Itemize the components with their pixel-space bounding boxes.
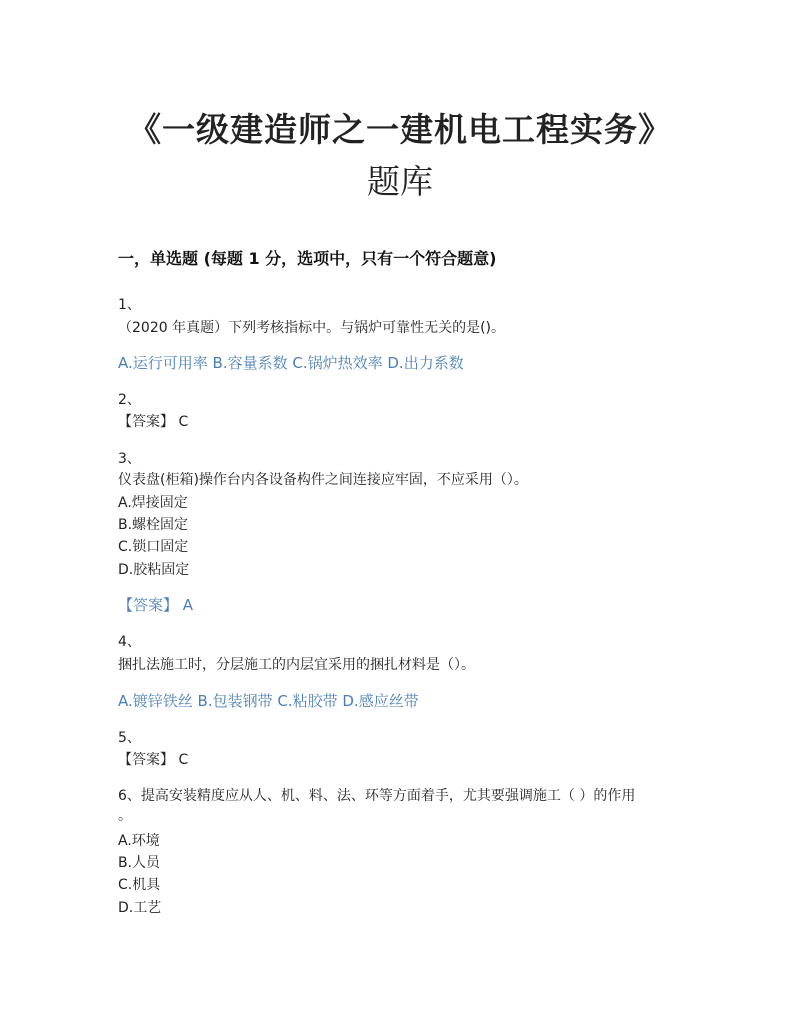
option-a: A.环境 — [118, 833, 160, 849]
option-d: D.工艺 — [118, 900, 162, 916]
question-stem: 捆扎法施工时，分层施工的内层宜采用的捆扎材料是（）。 — [118, 657, 475, 673]
question-number: 2、 — [118, 392, 141, 408]
option-b: B.人员 — [118, 855, 161, 871]
option-c: C.锁口固定 — [118, 539, 189, 555]
option-c: C.机具 — [118, 877, 161, 893]
answer-line: 【答案】 C — [118, 752, 189, 768]
question-stem-continuation: 。 — [118, 808, 132, 824]
answer-line: 【答案】 A — [118, 596, 194, 614]
option-d: D.胶粘固定 — [118, 562, 190, 578]
question-stem: 仪表盘(柜箱)操作台内各设备构件之间连接应牢固，不应采用（）。 — [118, 472, 528, 488]
question-stem — [118, 786, 635, 806]
question-stem: （2020 年真题）下列考核指标中。与锅炉可靠性无关的是()。 — [118, 320, 506, 336]
question-options: A.镀锌铁丝 B.包装钢带 C.粘胶带 D.感应丝带 — [118, 692, 419, 710]
section-heading: 一，单选题 (每题 1 分，选项中，只有一个符合题意) — [118, 249, 497, 268]
question-number: 4、 — [118, 634, 141, 650]
question-number: 1、 — [118, 297, 141, 313]
question-stem-text: 提高安装精度应从人、机、料、法、环等方面着手，尤其要强调施工（ ）的作用 — [140, 788, 636, 804]
question-options: A.运行可用率 B.容量系数 C.锅炉热效率 D.出力系数 — [118, 354, 464, 372]
answer-line: 【答案】 C — [118, 414, 189, 430]
option-b: B.螺栓固定 — [118, 517, 189, 533]
question-number: 6、 — [118, 788, 141, 804]
option-a: A.焊接固定 — [118, 495, 188, 511]
question-number: 3、 — [118, 451, 141, 467]
document-title: 《一级建造师之一建机电工程实务》 — [128, 110, 672, 149]
document-subtitle: 题库 — [367, 162, 433, 201]
question-number: 5、 — [118, 730, 141, 746]
